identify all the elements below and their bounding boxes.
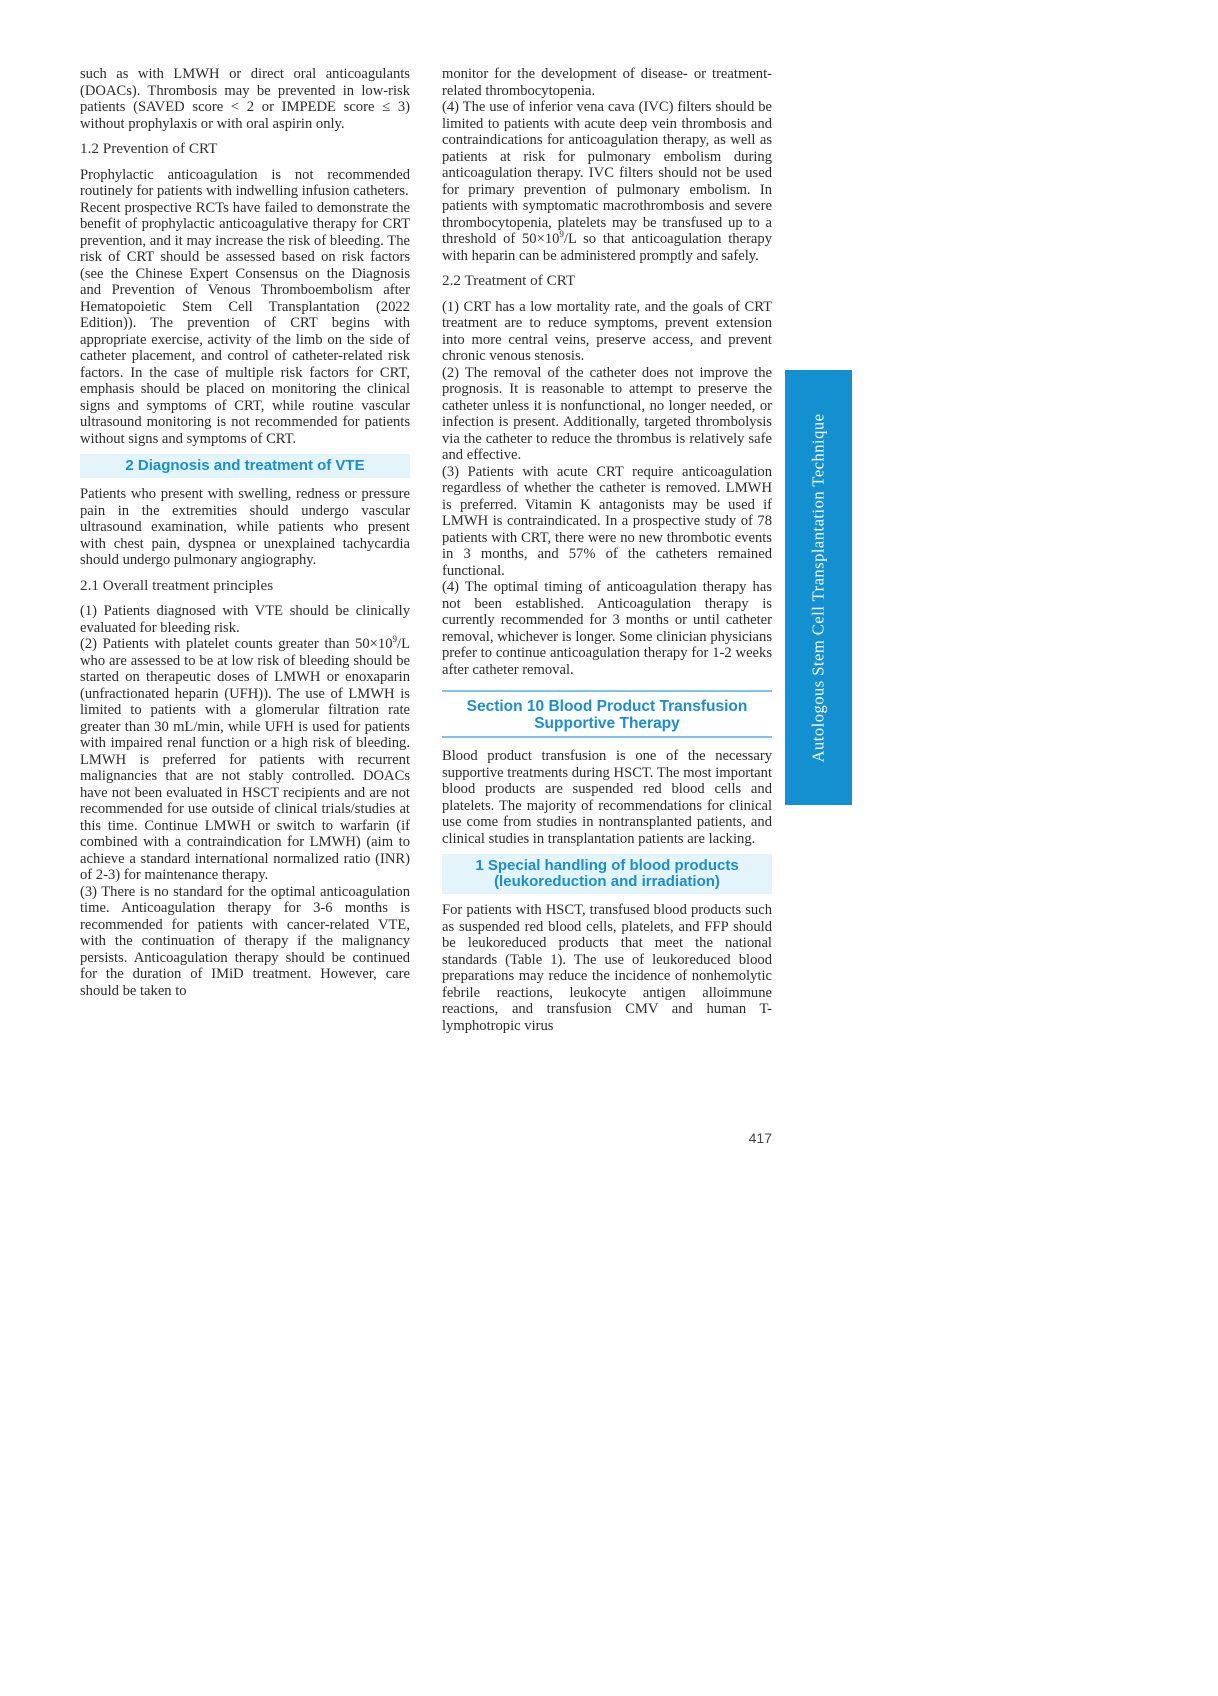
paragraph: Recent prospective RCTs have failed to demonstrate the benefit of prophylactic anticoagulative therapy for CRT prevention, and it may increase the risk of bleeding. The risk of CRT should be assessed based on risk factors (see the Chinese Expert Consensus on the Diagnosis and Prevention of Venous Thromboembolism after Hematopoietic Stem Cell Transplantation (2022 Edition)). The prevention of CRT begins with appropriate exercise, activity of the limb on the side of catheter placement, and control of catheter-related risk factors. In the case of multiple risk factors for CRT, emphasis should be placed on monitoring the clinical signs and symptoms of CRT, while routine vascular ultrasound monitoring is not recommended for patients without signs and symptoms of CRT.	[80, 199, 410, 447]
paragraph: (1) CRT has a low mortality rate, and the goals of CRT treatment are to reduce symptoms, prevent extension into more central veins, preserve access, and prevent chronic venous stenosis.	[442, 298, 772, 364]
paragraph: (3) Patients with acute CRT require anticoagulation regardless of whether the catheter is removed. LMWH is preferred. Vitamin K antagonists may be used if LMWH is contraindicated. In a prospective study of 78 patients with CRT, there were no new thrombotic events in 3 months, and 57% of the catheters remained functional.	[442, 463, 772, 579]
left-column	[80, 66, 410, 999]
section-title	[442, 690, 772, 738]
paragraph: For patients with HSCT, transfused blood products such as suspended red blood cells, platelets, and FFP should be leukoreduced products that meet the national standards (Table 1). The use of leukoreduced blood preparations may reduce the incidence of nonhemolytic febrile reactions, leukocyte antigen alloimmune reactions, and transfusion CMV and human T-lymphotropic virus	[442, 902, 772, 1034]
banner-line: 1 Special handling of blood products	[475, 857, 739, 874]
banner-line: (leukoreduction and irradiation)	[494, 873, 720, 890]
paragraph: (2) The removal of the catheter does not improve the prognosis. It is reasonable to attempt to preserve the catheter unless it is nonfunctional, no longer needed, or infection is present. Additionally, targeted thrombolysis via the catheter to reduce the thrombus is relatively safe and effective.	[442, 364, 772, 463]
chapter-side-tab	[785, 370, 852, 805]
text: /L so that anticoagulation therapy with heparin can be administered promptly and safely.	[442, 231, 772, 264]
paragraph: such as with LMWH or direct oral anticoagulants (DOACs). Thrombosis may be prevented in low-risk patients (SAVED score < 2 or IMPEDE score ≤ 3) without prophylaxis or with oral aspirin only.	[80, 66, 410, 132]
section-title-line: Supportive Therapy	[534, 715, 680, 732]
subheading-2-2: 2.2 Treatment of CRT	[442, 272, 576, 289]
paragraph	[80, 636, 410, 884]
superscript: 9	[392, 634, 398, 645]
text: /L who are assessed to be at low risk of bleeding should be started on therapeutic doses of LMWH or enoxaparin (unfractionated heparin (UFH)). The use of LMWH is limited to patients with a glomerular filtration rate greater than 30 mL/min, while UFH is used for patients with impaired renal function or a high risk of bleeding. LMWH is preferred for patients with recurrent malignancies that are not stably controlled. DOACs have not been evaluated in HSCT recipients and are not recommended for use outside of clinical trials/studies at this time. Continue LMWH or switch to warfarin (if combined with a contraindication for LMWH) (aim to achieve a standard international normalized ratio (INR) of 2-3) for maintenance therapy.	[80, 636, 410, 883]
page-number: 417	[748, 1130, 772, 1146]
paragraph: (4) The optimal timing of anticoagulation therapy has not been established. Anticoagulation therapy is currently recommended for 3 months or until catheter removal, whichever is longer. Some clinician physicians prefer to continue anticoagulation therapy for 1-2 weeks after catheter removal.	[442, 579, 772, 678]
section-title-line: Section 10 Blood Product Transfusion	[466, 698, 748, 715]
paragraph: Patients who present with swelling, redness or pressure pain in the extremities should undergo vascular ultrasound examination, while patients who present with chest pain, dyspnea or unexplained tachycardia should undergo pulmonary angiography.	[80, 486, 410, 568]
chapter-side-tab-label: Autologous Stem Cell Transplantation Technique	[808, 413, 828, 762]
text: (2) Patients with platelet counts greater than 50×10	[80, 636, 393, 652]
paragraph: Blood product transfusion is one of the necessary supportive treatments during HSCT. The most important blood products are suspended red blood cells and platelets. The majority of recommendations for clinical use come from studies in nontransplanted patients, and clinical studies in transplantation patients are lacking.	[442, 748, 772, 847]
paragraph: monitor for the development of disease- or treatment-related thrombocytopenia.	[442, 66, 772, 99]
superscript: 9	[559, 229, 564, 240]
paragraph	[442, 99, 772, 264]
section-banner-blood-products	[442, 854, 772, 894]
text: (4) The use of inferior vena cava (IVC) filters should be limited to patients with acute deep vein thrombosis and contraindications for anticoagulation therapy, as well as patients at risk for pulmonary embolism during anticoagulation therapy. IVC filters should not be used for primary prevention of pulmonary embolism. In patients with symptomatic macrothrombosis and severe thrombocytopenia, platelets may be transfused up to a threshold of 50×10	[442, 99, 772, 247]
paragraph: (3) There is no standard for the optimal anticoagulation time. Anticoagulation therapy for 3-6 months is recommended for patients with cancer-related VTE, with the continuation of therapy if the malignancy persists. Anticoagulation therapy should be continued for the duration of IMiD treatment. However, care should be taken to	[80, 883, 410, 999]
paragraph: Prophylactic anticoagulation is not recommended routinely for patients with indwelling infusion catheters.	[80, 166, 410, 199]
subheading-1-2: 1.2 Prevention of CRT	[80, 140, 218, 157]
section-banner-diagnosis: 2 Diagnosis and treatment of VTE	[80, 454, 410, 478]
paragraph: (1) Patients diagnosed with VTE should be clinically evaluated for bleeding risk.	[80, 603, 410, 636]
subheading-2-1: 2.1 Overall treatment principles	[80, 576, 274, 594]
right-column	[442, 66, 772, 1034]
